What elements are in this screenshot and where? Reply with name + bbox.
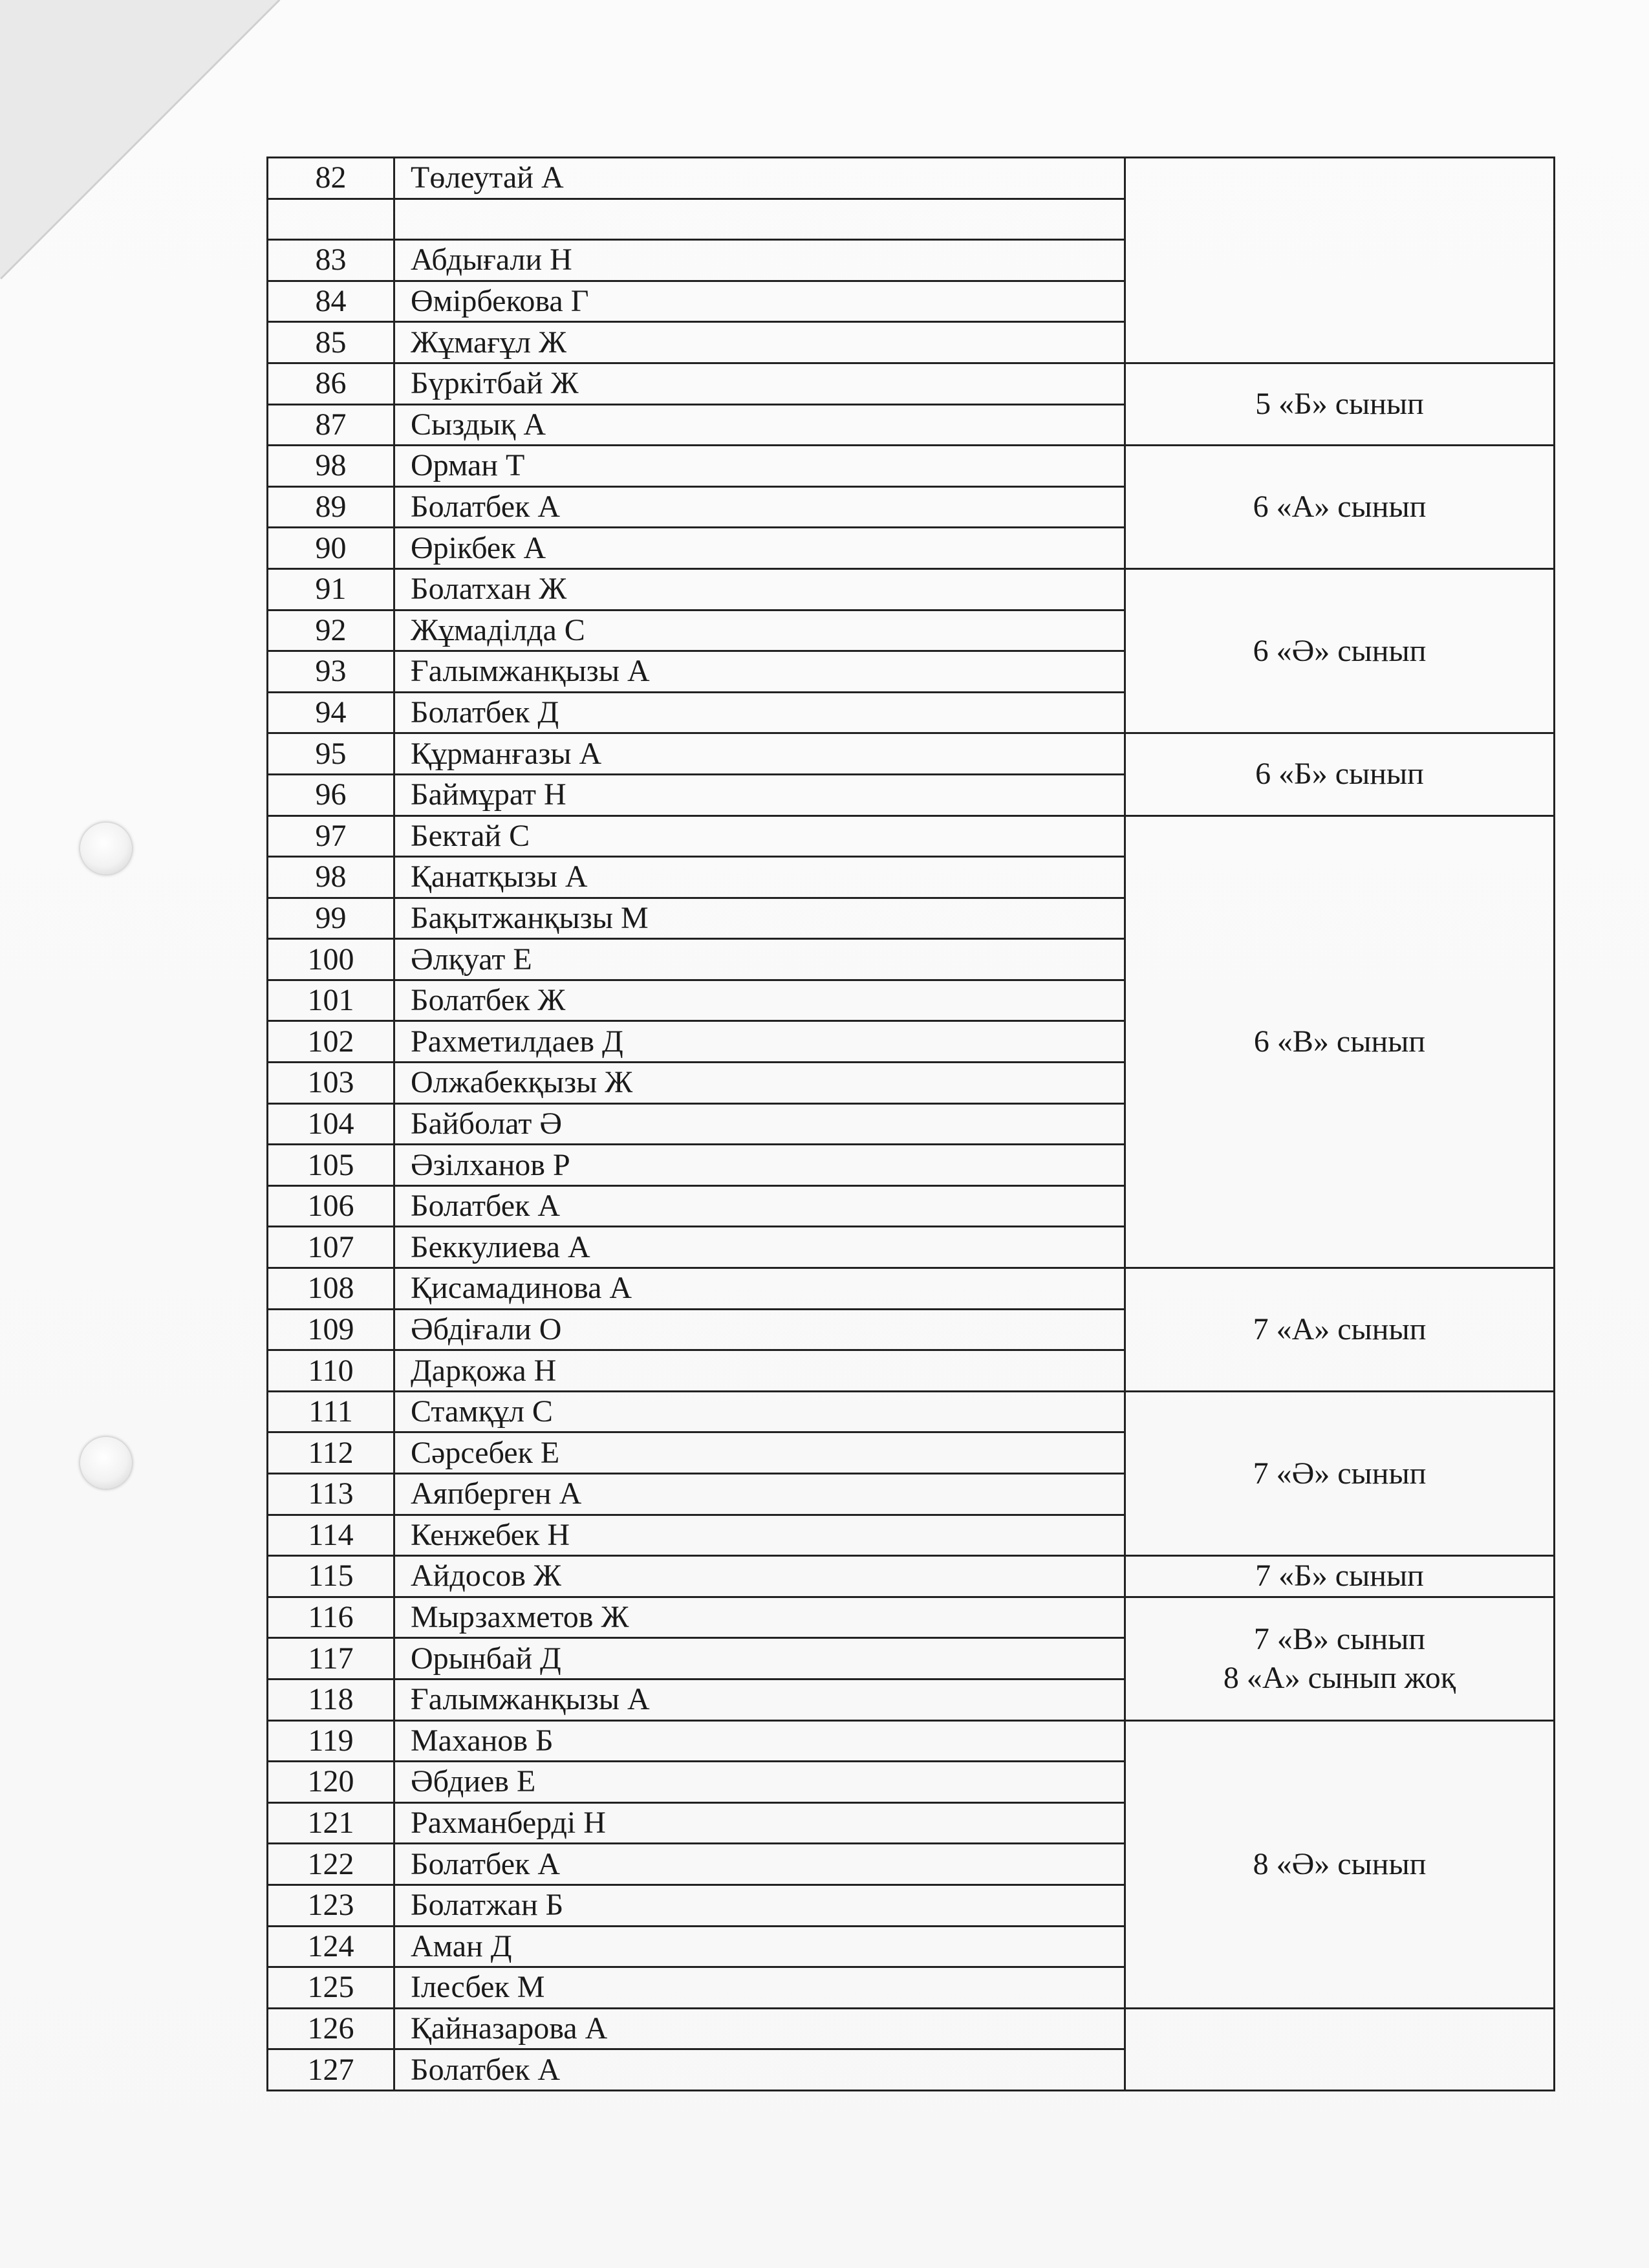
student-name: Кенжебек Н — [394, 1515, 1125, 1556]
row-number: 119 — [268, 1720, 394, 1762]
student-name: Айдосов Ж — [394, 1556, 1125, 1597]
table-row — [268, 1391, 1555, 1432]
row-number: 93 — [268, 651, 394, 693]
student-name: Бақытжанқызы М — [394, 898, 1125, 939]
student-name: Болатбек Ж — [394, 980, 1125, 1021]
row-number: 99 — [268, 898, 394, 939]
row-number: 89 — [268, 486, 394, 528]
class-label: 6 «Ә» сынып — [1253, 633, 1427, 668]
row-number: 108 — [268, 1268, 394, 1310]
student-name: Бектай С — [394, 815, 1125, 857]
student-name: Маханов Б — [394, 1720, 1125, 1762]
row-number: 84 — [268, 281, 394, 322]
table-row — [268, 815, 1555, 857]
row-number: 116 — [268, 1597, 394, 1638]
student-name: Қанатқызы А — [394, 857, 1125, 898]
student-name: Абдығали Н — [394, 240, 1125, 281]
student-name: Құрманғазы А — [394, 733, 1125, 775]
student-class-table — [266, 157, 1555, 2091]
row-number — [268, 199, 394, 240]
student-name: Стамқұл С — [394, 1391, 1125, 1432]
student-name: Төлеутай А — [394, 158, 1125, 199]
table-row — [268, 2008, 1555, 2049]
row-number: 125 — [268, 1967, 394, 2009]
row-number: 86 — [268, 363, 394, 404]
class-group-cell — [1125, 1268, 1555, 1392]
student-name: Беккулиева А — [394, 1227, 1125, 1268]
student-name: Әбдіғали О — [394, 1309, 1125, 1350]
row-number: 122 — [268, 1844, 394, 1885]
class-group-cell — [1125, 2008, 1555, 2090]
class-group-cell — [1125, 1391, 1555, 1555]
student-name: Сыздық А — [394, 404, 1125, 446]
row-number: 111 — [268, 1391, 394, 1432]
row-number: 94 — [268, 692, 394, 733]
student-name: Әлқуат Е — [394, 939, 1125, 980]
class-group-cell — [1125, 815, 1555, 1268]
row-number: 91 — [268, 568, 394, 610]
student-name: Қайназарова А — [394, 2008, 1125, 2049]
row-number: 115 — [268, 1556, 394, 1597]
row-number: 85 — [268, 322, 394, 363]
student-name: Рахметилдаев Д — [394, 1021, 1125, 1063]
class-label: 6 «А» сынып — [1253, 490, 1427, 524]
student-name: Бүркітбай Ж — [394, 363, 1125, 404]
table-row — [268, 1720, 1555, 1762]
row-number: 126 — [268, 2008, 394, 2049]
row-number: 98 — [268, 446, 394, 487]
student-name: Өрікбек А — [394, 528, 1125, 569]
class-group-cell — [1125, 733, 1555, 815]
row-number: 120 — [268, 1762, 394, 1803]
student-name: Болатбек А — [394, 1185, 1125, 1227]
student-name: Орман Т — [394, 446, 1125, 487]
table-row — [268, 363, 1555, 404]
class-label: 8 «А» сынып жоқ — [1223, 1660, 1456, 1695]
class-group-cell — [1125, 158, 1555, 363]
row-number: 101 — [268, 980, 394, 1021]
student-name — [394, 199, 1125, 240]
table-row — [268, 568, 1555, 610]
row-number: 97 — [268, 815, 394, 857]
class-group-cell — [1125, 1720, 1555, 2008]
row-number: 118 — [268, 1679, 394, 1720]
row-number: 103 — [268, 1063, 394, 1104]
row-number: 124 — [268, 1926, 394, 1967]
student-name: Өмірбекова Г — [394, 281, 1125, 322]
row-number: 121 — [268, 1802, 394, 1844]
student-name: Ғалымжанқызы А — [394, 651, 1125, 693]
row-number: 82 — [268, 158, 394, 199]
row-number: 87 — [268, 404, 394, 446]
row-number: 92 — [268, 610, 394, 651]
row-number: 95 — [268, 733, 394, 775]
student-name: Әбдиев Е — [394, 1762, 1125, 1803]
class-label: 5 «Б» сынып — [1255, 387, 1424, 422]
row-number: 104 — [268, 1103, 394, 1145]
student-name: Әзілханов Р — [394, 1145, 1125, 1186]
student-name: Болатбек А — [394, 1844, 1125, 1885]
class-label: 7 «Ә» сынып — [1253, 1456, 1427, 1491]
student-name: Аман Д — [394, 1926, 1125, 1967]
student-name: Болатжан Б — [394, 1885, 1125, 1926]
student-name: Мырзахметов Ж — [394, 1597, 1125, 1638]
row-number: 105 — [268, 1145, 394, 1186]
class-group-cell — [1125, 1556, 1555, 1597]
student-name: Ғалымжанқызы А — [394, 1679, 1125, 1720]
row-number: 123 — [268, 1885, 394, 1926]
row-number: 109 — [268, 1309, 394, 1350]
student-name: Дарқожа Н — [394, 1350, 1125, 1392]
row-number: 83 — [268, 240, 394, 281]
student-name: Баймұрат Н — [394, 774, 1125, 815]
table-row — [268, 1268, 1555, 1310]
class-label: 8 «Ә» сынып — [1253, 1846, 1427, 1881]
row-number: 106 — [268, 1185, 394, 1227]
row-number: 100 — [268, 939, 394, 980]
class-label: 7 «Б» сынып — [1255, 1559, 1424, 1593]
student-name: Болатхан Ж — [394, 568, 1125, 610]
table-row — [268, 1556, 1555, 1597]
row-number: 117 — [268, 1638, 394, 1679]
row-number: 98 — [268, 857, 394, 898]
row-number: 102 — [268, 1021, 394, 1063]
row-number: 96 — [268, 774, 394, 815]
student-name: Рахманберді Н — [394, 1802, 1125, 1844]
class-group-cell — [1125, 363, 1555, 445]
student-name: Олжабекқызы Ж — [394, 1063, 1125, 1104]
student-name: Ілесбек М — [394, 1967, 1125, 2009]
class-label: 6 «В» сынып — [1253, 1024, 1426, 1059]
student-name: Аяпберген А — [394, 1474, 1125, 1515]
punch-hole-bottom — [80, 1437, 132, 1489]
table-row — [268, 1597, 1555, 1638]
row-number: 114 — [268, 1515, 394, 1556]
student-name: Байболат Ә — [394, 1103, 1125, 1145]
class-group-cell — [1125, 1597, 1555, 1720]
table-row — [268, 733, 1555, 775]
class-label: 6 «Б» сынып — [1255, 757, 1424, 792]
class-label: 7 «В» сынып — [1253, 1621, 1426, 1656]
row-number: 112 — [268, 1432, 394, 1474]
row-number: 110 — [268, 1350, 394, 1392]
row-number: 107 — [268, 1227, 394, 1268]
student-name: Болатбек А — [394, 486, 1125, 528]
student-name: Қисамадинова А — [394, 1268, 1125, 1310]
student-name: Болатбек А — [394, 2049, 1125, 2091]
class-group-cell — [1125, 446, 1555, 569]
class-label: 7 «А» сынып — [1253, 1312, 1427, 1346]
row-number: 90 — [268, 528, 394, 569]
student-name: Болатбек Д — [394, 692, 1125, 733]
table-row — [268, 158, 1555, 199]
row-number: 127 — [268, 2049, 394, 2091]
class-group-cell — [1125, 568, 1555, 733]
student-name: Сәрсебек Е — [394, 1432, 1125, 1474]
student-name: Жұмаділда С — [394, 610, 1125, 651]
punch-hole-top — [80, 823, 132, 874]
student-name: Жұмағұл Ж — [394, 322, 1125, 363]
row-number: 113 — [268, 1474, 394, 1515]
student-name: Орынбай Д — [394, 1638, 1125, 1679]
table-row — [268, 446, 1555, 487]
